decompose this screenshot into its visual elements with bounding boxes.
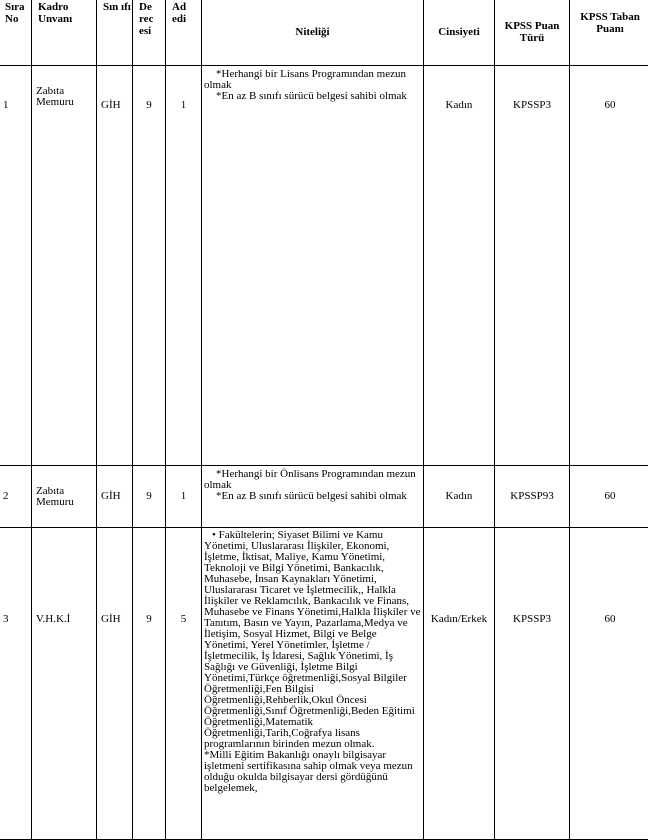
cell-sinif: GİH	[97, 466, 133, 528]
cell-nitelik	[202, 528, 424, 840]
cell-cinsiyet: Kadın/Erkek	[424, 528, 495, 840]
cell-unvan: Zabıta Memuru	[32, 466, 97, 528]
cell-taban: 60	[570, 528, 648, 840]
header-kadro-unvani: Kadro Unvanı	[32, 0, 97, 66]
header-row	[0, 0, 648, 66]
cell-adet: 1	[166, 66, 202, 466]
nitelik-line: *Milli Eğitim Bakanlığı onaylı bilgisayar işletmeni sertifikasına sahip olmak veya mezun olduğu okulda bilgisayar dersi gördüğünü belgelemek,	[204, 750, 421, 794]
cell-sira: 3	[0, 528, 32, 840]
cell-sira: 1	[0, 66, 32, 466]
header-niteligi: Niteliği	[202, 0, 424, 66]
table-row	[0, 466, 648, 528]
cell-nitelik	[202, 66, 424, 466]
header-kpss-taban-puani: KPSS Taban Puanı	[570, 0, 648, 66]
cell-sinif: GİH	[97, 528, 133, 840]
table-row	[0, 66, 648, 466]
cell-sinif: GİH	[97, 66, 133, 466]
nitelik-line: *En az B sınıfı sürücü belgesi sahibi olmak	[204, 491, 421, 502]
cell-derece: 9	[133, 66, 166, 466]
nitelik-line: *Herhangi bir Lisans Programından mezun olmak	[204, 69, 421, 91]
cell-cinsiyet: Kadın	[424, 66, 495, 466]
cell-adet: 5	[166, 528, 202, 840]
cell-taban: 60	[570, 66, 648, 466]
nitelik-line: *En az B sınıfı sürücü belgesi sahibi olmak	[204, 91, 421, 102]
cell-derece: 9	[133, 528, 166, 840]
cell-adet: 1	[166, 466, 202, 528]
cell-puan-turu: KPSSP3	[495, 528, 570, 840]
cell-nitelik	[202, 466, 424, 528]
cell-unvan: V.H.K.İ	[32, 528, 97, 840]
nitelik-line: *Herhangi bir Önlisans Programından mezun olmak	[204, 469, 421, 491]
header-cinsiyeti: Cinsiyeti	[424, 0, 495, 66]
header-sinifi: Sın ıfı	[97, 0, 133, 66]
header-kpss-puan-turu: KPSS Puan Türü	[495, 0, 570, 66]
header-sira-no: Sıra No	[0, 0, 32, 66]
header-adedi: Ad edi	[166, 0, 202, 66]
cell-sira: 2	[0, 466, 32, 528]
cell-unvan: Zabıta Memuru	[32, 66, 97, 466]
header-derecesi: De rec esi	[133, 0, 166, 66]
nitelik-line: • Fakültelerin; Siyaset Bilimi ve Kamu Yönetimi, Uluslararası İlişkiler, Ekonomi, İşletme, İktisat, Maliye, Kamu Yönetimi, Teknoloji ve Bilgi Yönetimi, Bankacılık, Muhasebe, İnsan Kaynakları Yönetimi, Uluslararası Ticaret ve İşletmecilik,, Halkla İlişkiler ve Reklamcılık, Bankacılık ve Finans, Muhasebe ve Finans Yönetimi,Halkla İlişkiler ve Tanıtım, Basın ve Yayın, Pazarlama,Medya ve İletişim, Sosyal Hizmet, Bilgi ve Belge Yönetimi, Yerel Yönetimler, İşletme / İşletmecilik, İş İdaresi, Sağlık Yönetimi, İş Sağlığı ve Güvenliği, İşletme Bilgi Yönetimi,Türkçe öğretmenliği,Sosyal Bilgiler Öğretmenliği,Fen Bilgisi Öğretmenliği,Rehberlik,Okul Öncesi Öğretmenliği,Sınıf Öğretmenliği,Beden Eğitimi Öğretmenliği,Matematik Öğretmenliği,Tarih,Coğrafya lisans programlarının birinden mezun olmak.	[204, 530, 421, 750]
table-row	[0, 528, 648, 840]
cell-puan-turu: KPSSP3	[495, 66, 570, 466]
cell-derece: 9	[133, 466, 166, 528]
cell-puan-turu: KPSSP93	[495, 466, 570, 528]
cell-taban: 60	[570, 466, 648, 528]
cell-cinsiyet: Kadın	[424, 466, 495, 528]
